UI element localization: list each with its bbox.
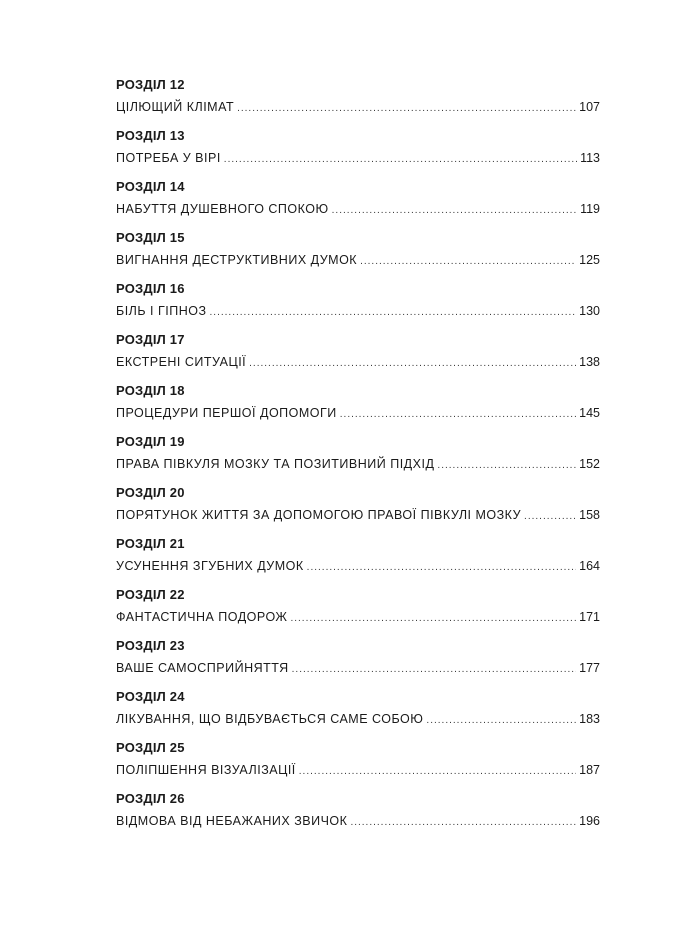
chapter-link[interactable] [116, 762, 600, 778]
chapter-heading: РОЗДІЛ 17 [116, 332, 185, 347]
chapter-link[interactable] [116, 405, 600, 421]
chapter-title: ПРОЦЕДУРИ ПЕРШОЇ ДОПОМОГИ [116, 406, 337, 420]
dot-leader [524, 509, 576, 523]
page-number: 119 [580, 202, 600, 216]
dot-leader [249, 356, 576, 370]
dot-leader [210, 305, 577, 319]
chapter-heading: РОЗДІЛ 12 [116, 77, 185, 92]
page-number: 177 [579, 661, 600, 675]
chapter-heading: РОЗДІЛ 23 [116, 638, 185, 653]
chapter-heading: РОЗДІЛ 15 [116, 230, 185, 245]
page-number: 196 [579, 814, 600, 828]
chapter-heading: РОЗДІЛ 24 [116, 689, 185, 704]
toc-entry [116, 535, 600, 586]
chapter-heading: РОЗДІЛ 16 [116, 281, 185, 296]
toc-entry [116, 280, 600, 331]
chapter-title: ФАНТАСТИЧНА ПОДОРОЖ [116, 610, 288, 624]
toc-entry [116, 433, 600, 484]
page-number: 158 [579, 508, 600, 522]
dot-leader [307, 560, 576, 574]
chapter-link[interactable] [116, 456, 600, 472]
chapter-heading: РОЗДІЛ 26 [116, 791, 185, 806]
dot-leader [237, 101, 576, 115]
chapter-link[interactable] [116, 507, 600, 523]
chapter-link[interactable] [116, 558, 600, 574]
chapter-title: ЛІКУВАННЯ, ЩО ВІДБУВАЄТЬСЯ САМЕ СОБОЮ [116, 712, 424, 726]
dot-leader [360, 254, 576, 268]
page-number: 187 [579, 763, 600, 777]
chapter-link[interactable] [116, 813, 600, 829]
page-number: 138 [579, 355, 600, 369]
toc-entry [116, 637, 600, 688]
chapter-heading: РОЗДІЛ 14 [116, 179, 185, 194]
page-number: 164 [579, 559, 600, 573]
toc-entry [116, 790, 600, 841]
dot-leader [290, 611, 576, 625]
dot-leader [299, 764, 576, 778]
dot-leader [350, 815, 576, 829]
page-number: 145 [579, 406, 600, 420]
chapter-title: ВАШЕ САМОСПРИЙНЯТТЯ [116, 661, 289, 675]
page-number: 113 [580, 151, 600, 165]
chapter-title: ВІДМОВА ВІД НЕБАЖАНИХ ЗВИЧОК [116, 814, 348, 828]
chapter-link[interactable] [116, 201, 600, 217]
chapter-title: ПРАВА ПІВКУЛЯ МОЗКУ ТА ПОЗИТИВНИЙ ПІДХІД [116, 457, 435, 471]
toc-entry [116, 382, 600, 433]
chapter-link[interactable] [116, 99, 600, 115]
chapter-link[interactable] [116, 711, 600, 727]
chapter-heading: РОЗДІЛ 22 [116, 587, 185, 602]
table-of-contents [116, 76, 600, 841]
chapter-title: ПОТРЕБА У ВІРІ [116, 151, 221, 165]
toc-entry [116, 484, 600, 535]
chapter-link[interactable] [116, 252, 600, 268]
page-number: 107 [579, 100, 600, 114]
dot-leader [426, 713, 576, 727]
page-number: 171 [579, 610, 600, 624]
toc-entry [116, 331, 600, 382]
dot-leader [340, 407, 576, 421]
chapter-heading: РОЗДІЛ 21 [116, 536, 185, 551]
toc-entry [116, 229, 600, 280]
toc-entry [116, 688, 600, 739]
chapter-heading: РОЗДІЛ 18 [116, 383, 185, 398]
page-number: 152 [579, 457, 600, 471]
chapter-heading: РОЗДІЛ 19 [116, 434, 185, 449]
toc-entry [116, 739, 600, 790]
dot-leader [224, 152, 577, 166]
dot-leader [292, 662, 576, 676]
page-number: 125 [579, 253, 600, 267]
chapter-heading: РОЗДІЛ 25 [116, 740, 185, 755]
chapter-title: НАБУТТЯ ДУШЕВНОГО СПОКОЮ [116, 202, 329, 216]
page-number: 183 [579, 712, 600, 726]
dot-leader [437, 458, 576, 472]
chapter-title: ВИГНАННЯ ДЕСТРУКТИВНИХ ДУМОК [116, 253, 358, 267]
chapter-link[interactable] [116, 660, 600, 676]
chapter-heading: РОЗДІЛ 13 [116, 128, 185, 143]
dot-leader [332, 203, 577, 217]
chapter-link[interactable] [116, 150, 600, 166]
chapter-title: ЕКСТРЕНІ СИТУАЦІЇ [116, 355, 247, 369]
chapter-title: ПОЛІПШЕННЯ ВІЗУАЛІЗАЦІЇ [116, 763, 296, 777]
chapter-link[interactable] [116, 303, 600, 319]
chapter-title: БІЛЬ І ГІПНОЗ [116, 304, 207, 318]
toc-entry [116, 586, 600, 637]
chapter-title: УСУНЕННЯ ЗГУБНИХ ДУМОК [116, 559, 304, 573]
toc-entry [116, 127, 600, 178]
chapter-heading: РОЗДІЛ 20 [116, 485, 185, 500]
chapter-title: ПОРЯТУНОК ЖИТТЯ ЗА ДОПОМОГОЮ ПРАВОЇ ПІВКУЛІ МОЗКУ [116, 508, 522, 522]
chapter-link[interactable] [116, 354, 600, 370]
chapter-link[interactable] [116, 609, 600, 625]
toc-entry [116, 178, 600, 229]
chapter-title: ЦІЛЮЩИЙ КЛІМАТ [116, 100, 235, 114]
toc-entry [116, 76, 600, 127]
page-number: 130 [579, 304, 600, 318]
